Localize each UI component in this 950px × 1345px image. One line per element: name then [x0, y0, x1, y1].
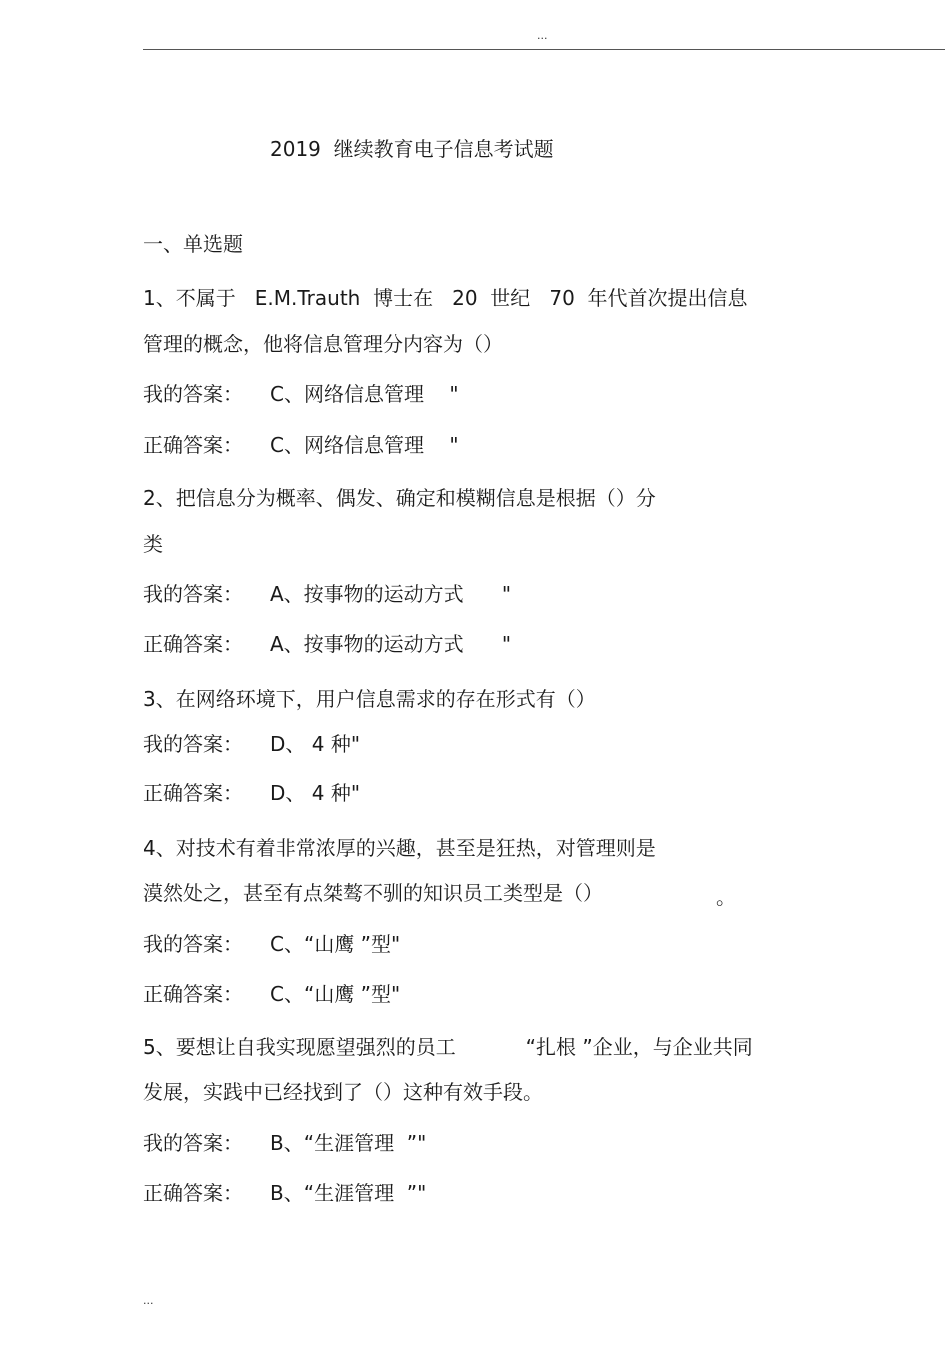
footer-mark: ...: [143, 1294, 154, 1307]
my-answer-label: 我的答案：: [143, 732, 243, 756]
header-rule: [143, 49, 945, 50]
my-answer-label: 我的答案：: [143, 382, 243, 406]
correct-answer-label: 正确答案：: [143, 632, 243, 656]
question-text-line: 1、不属于 E.M.Trauth 博士在 20 世纪 70 年代首次提出信息: [143, 286, 748, 310]
my-answer-value: A、按事物的运动方式 ": [270, 582, 512, 606]
my-answer-value: D、 4 种": [270, 732, 361, 756]
correct-answer-value: C、“山鹰 ”型": [270, 982, 401, 1006]
question-text-line: 5、要想让自我实现愿望强烈的员工 “扎根 ”企业，与企业共同: [143, 1035, 753, 1059]
my-answer-label: 我的答案：: [143, 1131, 243, 1155]
page-title: 2019 继续教育电子信息考试题: [270, 137, 554, 161]
question-text-line: 管理的概念，他将信息管理分内容为（）: [143, 332, 503, 356]
question-text-line: 4、对技术有着非常浓厚的兴趣，甚至是狂热，对管理则是: [143, 836, 656, 860]
header-mark: ...: [537, 29, 548, 42]
correct-answer-label: 正确答案：: [143, 1181, 243, 1205]
my-answer-label: 我的答案：: [143, 582, 243, 606]
my-answer-value: B、“生涯管理 ”": [270, 1131, 427, 1155]
section-heading: 一、单选题: [143, 232, 243, 256]
my-answer-label: 我的答案：: [143, 932, 243, 956]
correct-answer-value: A、按事物的运动方式 ": [270, 632, 512, 656]
correct-answer-label: 正确答案：: [143, 433, 243, 457]
question-text-line: 2、把信息分为概率、偶发、确定和模糊信息是根据（）分: [143, 486, 656, 510]
question-text-line: 3、在网络环境下，用户信息需求的存在形式有（）: [143, 687, 596, 711]
question-text-line: 发展，实践中已经找到了（）这种有效手段。: [143, 1080, 543, 1104]
question-text-line: 类: [143, 532, 163, 556]
correct-answer-label: 正确答案：: [143, 781, 243, 805]
my-answer-value: C、“山鹰 ”型": [270, 932, 401, 956]
correct-answer-value: B、“生涯管理 ”": [270, 1181, 427, 1205]
correct-answer-label: 正确答案：: [143, 982, 243, 1006]
correct-answer-value: C、网络信息管理 ": [270, 433, 459, 457]
question-trailing-mark: 。: [716, 885, 736, 909]
question-text-line: 漠然处之，甚至有点桀骜不驯的知识员工类型是（）: [143, 881, 603, 905]
correct-answer-value: D、 4 种": [270, 781, 361, 805]
my-answer-value: C、网络信息管理 ": [270, 382, 459, 406]
